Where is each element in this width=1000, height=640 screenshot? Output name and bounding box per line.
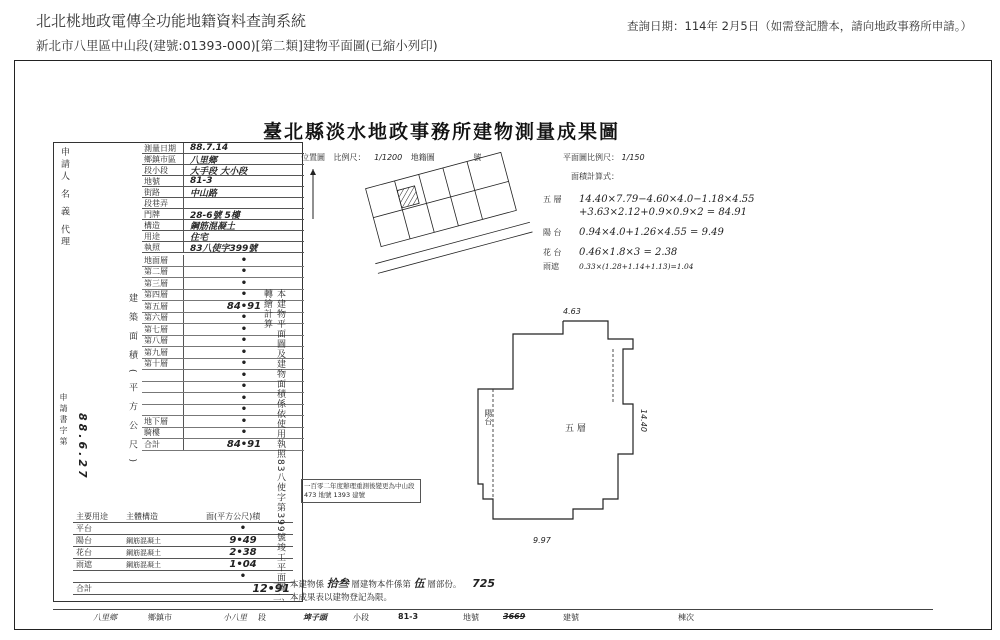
parcel-lines	[356, 150, 533, 274]
form-row-date: 測量日期 88.7.14	[142, 143, 304, 154]
annex-row: •	[73, 571, 293, 583]
plan-room-label: 五 層	[565, 424, 586, 434]
form-row-section: 段小段 大手段 大小段	[142, 165, 304, 176]
floor-row: 第十層 •	[142, 359, 304, 371]
document-subtitle: 新北市八里區中山段(建號:01393-000)[第二類]建物平面圖(已縮小列印)	[36, 38, 438, 53]
floor-row: 第七層 •	[142, 324, 304, 336]
conversion-note: 本建物平面圖及建物面積係依使用執照83八使字第399號竣工平面圖轉繪計算	[262, 289, 285, 593]
annex-header-row: 主要用途 主體構造 面(平方公尺)積	[73, 511, 293, 523]
annex-table	[73, 511, 293, 595]
form-row-township: 鄉鎮市區 八里鄉	[142, 154, 304, 165]
area-section-label: 建築面積(平方公尺)	[127, 293, 137, 473]
form-row-road: 街路 中山路	[142, 187, 304, 198]
applicant-no-label: 申請書字第	[59, 393, 68, 448]
floor-total-row: 合計 84•91	[142, 439, 304, 451]
form-row-lane: 段巷弄	[142, 198, 304, 209]
form-row-structure: 構造 鋼筋混凝土	[142, 220, 304, 231]
floor-row: •	[142, 405, 304, 417]
floor-row: •	[142, 393, 304, 405]
page-header	[0, 0, 1000, 58]
notes	[273, 577, 495, 605]
floor-row: •	[142, 382, 304, 394]
floor-row: 第三層 •	[142, 278, 304, 290]
document-title: 臺北縣淡水地政事務所建物測量成果圖	[263, 121, 621, 143]
system-title: 北北桃地政電傳全功能地籍資料查詢系統	[36, 12, 307, 30]
form-row-door: 門牌 28-6號 5樓	[142, 209, 304, 220]
annex-row: 陽台 鋼筋混凝土 9•49	[73, 535, 293, 547]
document-frame	[14, 60, 992, 630]
form-row-license: 執照 83八使字399號	[142, 242, 304, 253]
site-position-map	[313, 169, 553, 299]
plan-dim-top: 4.63	[563, 307, 581, 316]
north-arrow-head	[310, 169, 316, 175]
footer-row: 八里鄉 鄉鎮市 小八里 段 埤子頭 小段 81-3 地號 3669 建號 棟次	[53, 609, 933, 612]
floor-row: 第九層 •	[142, 347, 304, 359]
annex-row: 雨遮 鋼筋混凝土 1•04	[73, 559, 293, 571]
floor-row: 騎樓 •	[142, 428, 304, 440]
annex-row: 平台 •	[73, 523, 293, 535]
scanned-survey-page	[43, 109, 978, 629]
form-row-lot: 地號 81-3	[142, 176, 304, 187]
annex-row: 花台 鋼筋混凝土 2•38	[73, 547, 293, 559]
area-calc-line: 花 台 0.46×1.8×3 = 2.38	[543, 247, 678, 258]
floor-row: 第五層 84•91	[142, 301, 304, 313]
building-outline	[478, 321, 633, 519]
floor-row: 第四層 •	[142, 290, 304, 302]
note-1: 一、本建物係 拾叁 層建物本件係第 伍 層部份。 725	[273, 577, 496, 590]
applicant-no: 88.6.27	[76, 413, 89, 481]
floor-row: 地面層 •	[142, 255, 304, 267]
plan-scale: 平面圖比例尺： 1/150	[563, 153, 645, 162]
floor-row: 地下層 •	[142, 416, 304, 428]
floor-row: 第二層 •	[142, 267, 304, 279]
area-calc-line: 雨遮 0.33×(1.28+1.14+1.13)=1.04	[543, 262, 694, 271]
note-2: 二、本成果表以建物登記為限。	[273, 593, 393, 603]
area-calc-line: +3.63×2.12+0.9×0.9×2 = 84.91	[579, 207, 747, 218]
annex-total-row: 合計 12•91	[73, 583, 293, 595]
area-calc-line: 五 層 14.40×7.79−4.60×4.0−1.18×4.55	[543, 194, 755, 205]
plan-dim-bottom: 9.97	[533, 536, 551, 545]
plan-dim-right: 14.40	[639, 409, 648, 432]
floor-row: 第八層 •	[142, 336, 304, 348]
applicant-sidebar-label: 申請人 名 義 代理	[59, 147, 69, 249]
query-date: 查詢日期：114年 2月5日（如需登記謄本，請向地政事務所申請。）	[627, 19, 972, 33]
plan-balcony-label: 陽台	[484, 409, 493, 425]
floor-row: •	[142, 370, 304, 382]
redesignation-stamp: 一百零二年度辦理重測後變更為中山段473 地號 1393 建號	[301, 479, 421, 503]
floor-row: 第六層 •	[142, 313, 304, 325]
area-calc-line: 陽 台 0.94×4.0+1.26×4.55 = 9.49	[543, 227, 724, 238]
position-scale-line: 位置圖 比例尺： 1/1200 地籍圖 號	[301, 153, 482, 162]
area-calc-label: 面積計算式：	[571, 172, 619, 181]
form-row-usage: 用途 住宅	[142, 231, 304, 242]
